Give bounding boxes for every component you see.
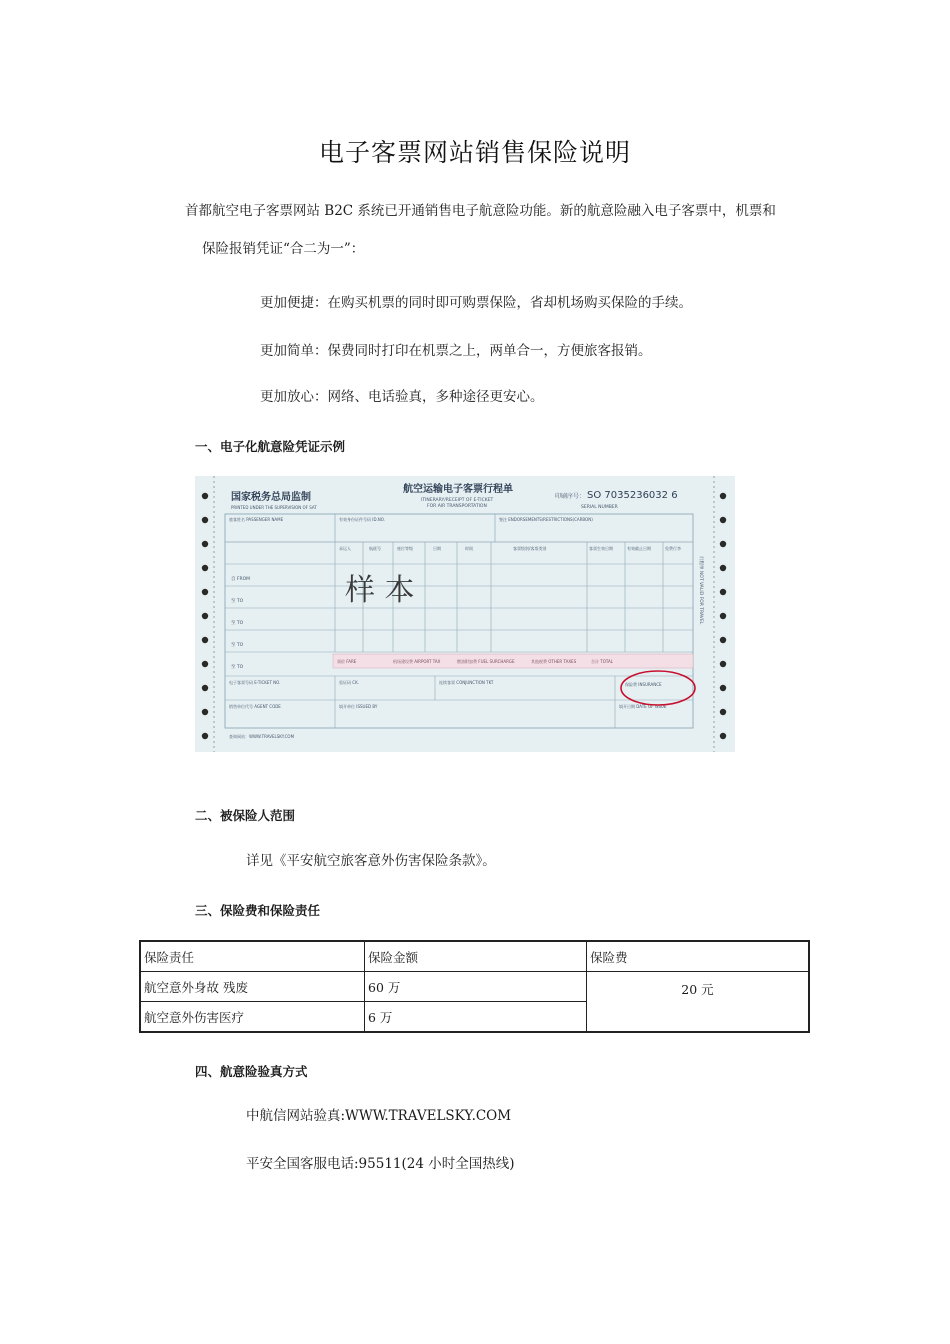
- ticket-col-not-valid-after: 有效截止日期: [627, 546, 651, 551]
- table-cell: 航空意外身故 残废: [140, 972, 365, 1002]
- table-header-cell: 保险金额: [365, 941, 587, 972]
- table-header-row: [140, 941, 809, 972]
- ticket-endorsement-label: 签注 ENDORSEMENTS/RESTRICTIONS(CARBON): [499, 517, 593, 522]
- benefit-convenient: 更加便捷：在购买机票的同时即可购票保险，省却机场购买保险的手续。: [260, 295, 692, 311]
- ticket-col-allow: 免费行李: [665, 546, 681, 551]
- ticket-title: 航空运输电子客票行程单: [403, 484, 513, 495]
- ticket-col-time: 时间: [465, 546, 473, 551]
- verify-website: 中航信网站验真:WWW.TRAVELSKY.COM: [246, 1108, 512, 1124]
- ticket-serial-label: 印刷序号：: [555, 493, 586, 500]
- ticket-title-en-2: FOR AIR TRANSPORTATION: [427, 504, 487, 509]
- ticket-row-to-2: 至 TO: [231, 621, 244, 626]
- e-ticket-sample-image: [195, 476, 735, 752]
- table-header-cell: 保险责任: [140, 941, 365, 972]
- ticket-authority: 国家税务总局监制: [231, 492, 311, 503]
- ticket-sample-stamp: 样 本: [345, 573, 415, 608]
- section-1-heading: 一、电子化航意险凭证示例: [195, 439, 346, 454]
- premium-cell: 20 元: [587, 972, 810, 1033]
- ticket-other-taxes-label: 其他税费 OTHER TAXES: [531, 659, 577, 664]
- table-cell: 60 万: [365, 972, 587, 1002]
- intro-line-1: 首都航空电子客票网站 B2C 系统已开通销售电子航意险功能。新的航意险融入电子客票中，机票和: [185, 203, 776, 219]
- table-row: [140, 972, 809, 1002]
- intro-line-2: 保险报销凭证“合二为一”：: [202, 241, 365, 257]
- section-3-heading: 三、保险费和保险责任: [195, 903, 321, 918]
- ticket-row-to-1: 至 TO: [231, 599, 244, 604]
- ticket-authority-en: PRINTED UNDER THE SUPERVISION OF SAT: [231, 505, 317, 510]
- ticket-row-to-4: 至 TO: [231, 665, 244, 670]
- ticket-col-date: 日期: [433, 546, 441, 551]
- section-2-heading: 二、被保险人范围: [195, 808, 296, 823]
- ticket-id-label: 有效身份证件号码 ID.NO.: [339, 517, 386, 522]
- section-4-heading: 四、航意险验真方式: [195, 1064, 308, 1079]
- ticket-ck-label: 验证码 CK.: [339, 680, 359, 685]
- table-header-cell: 保险费: [587, 941, 810, 972]
- ticket-side-text: 行程单 NOT VALID FOR TRAVEL: [698, 556, 703, 625]
- ticket-fuel-label: 燃油附加费 FUEL SURCHARGE: [457, 659, 515, 664]
- ticket-row-from: 自 FROM: [231, 577, 251, 582]
- ticket-serial: SO 7035236032 6: [587, 490, 678, 501]
- benefit-secure: 更加放心：网络、电话验真，多种途径更安心。: [260, 389, 544, 405]
- ticket-col-carrier: 承运人: [339, 546, 351, 551]
- section-2-text: 详见《平安航空旅客意外伤害保险条款》。: [246, 853, 496, 869]
- ticket-eticket-no-label: 电子客票号码 E-TICKET NO.: [229, 680, 281, 685]
- ticket-footer: 查询网站：WWW.TRAVELSKY.COM: [229, 734, 295, 739]
- ticket-col-flight: 航班号: [369, 546, 381, 551]
- ticket-insurance-label: 保险费 INSURANCE: [625, 682, 662, 687]
- ticket-fare-label: 票价 FARE: [337, 659, 357, 664]
- ticket-title-en-1: ITINERARY/RECEIPT OF E-TICKET: [421, 498, 494, 503]
- table-cell: 航空意外伤害医疗: [140, 1002, 365, 1033]
- ticket-row-to-3: 至 TO: [231, 643, 244, 648]
- ticket-issued-by-label: 填开单位 ISSUED BY: [339, 704, 378, 709]
- ticket-col-class: 座位等级: [397, 546, 413, 551]
- ticket-date-issue-label: 填开日期 DATE OF ISSUE: [619, 704, 667, 709]
- verify-phone: 平安全国客服电话:95511(24 小时全国热线): [246, 1156, 515, 1172]
- table-cell: 6 万: [365, 1002, 587, 1033]
- insurance-table: [139, 940, 810, 1033]
- benefit-simple: 更加简单：保费同时打印在机票之上，两单合一，方便旅客报销。: [260, 343, 652, 359]
- ticket-passenger-label: 旅客姓名 PASSENGER NAME: [229, 517, 284, 522]
- ticket-serial-en: SERIAL NUMBER: [581, 505, 618, 510]
- ticket-airport-tax-label: 机场建设费 AIRPORT TAX: [393, 659, 441, 664]
- ticket-total-label: 合计 TOTAL: [591, 659, 613, 664]
- ticket-agent-code-label: 销售单位代号 AGENT CODE: [229, 704, 281, 709]
- ticket-col-not-valid-before: 客票生效日期: [589, 546, 613, 551]
- page-title: 电子客票网站销售保险说明: [318, 138, 631, 167]
- ticket-conjunction-label: 连续客票 CONJUNCTION TKT: [439, 680, 494, 685]
- ticket-col-fare-basis: 客票级别/客票类别: [513, 546, 547, 551]
